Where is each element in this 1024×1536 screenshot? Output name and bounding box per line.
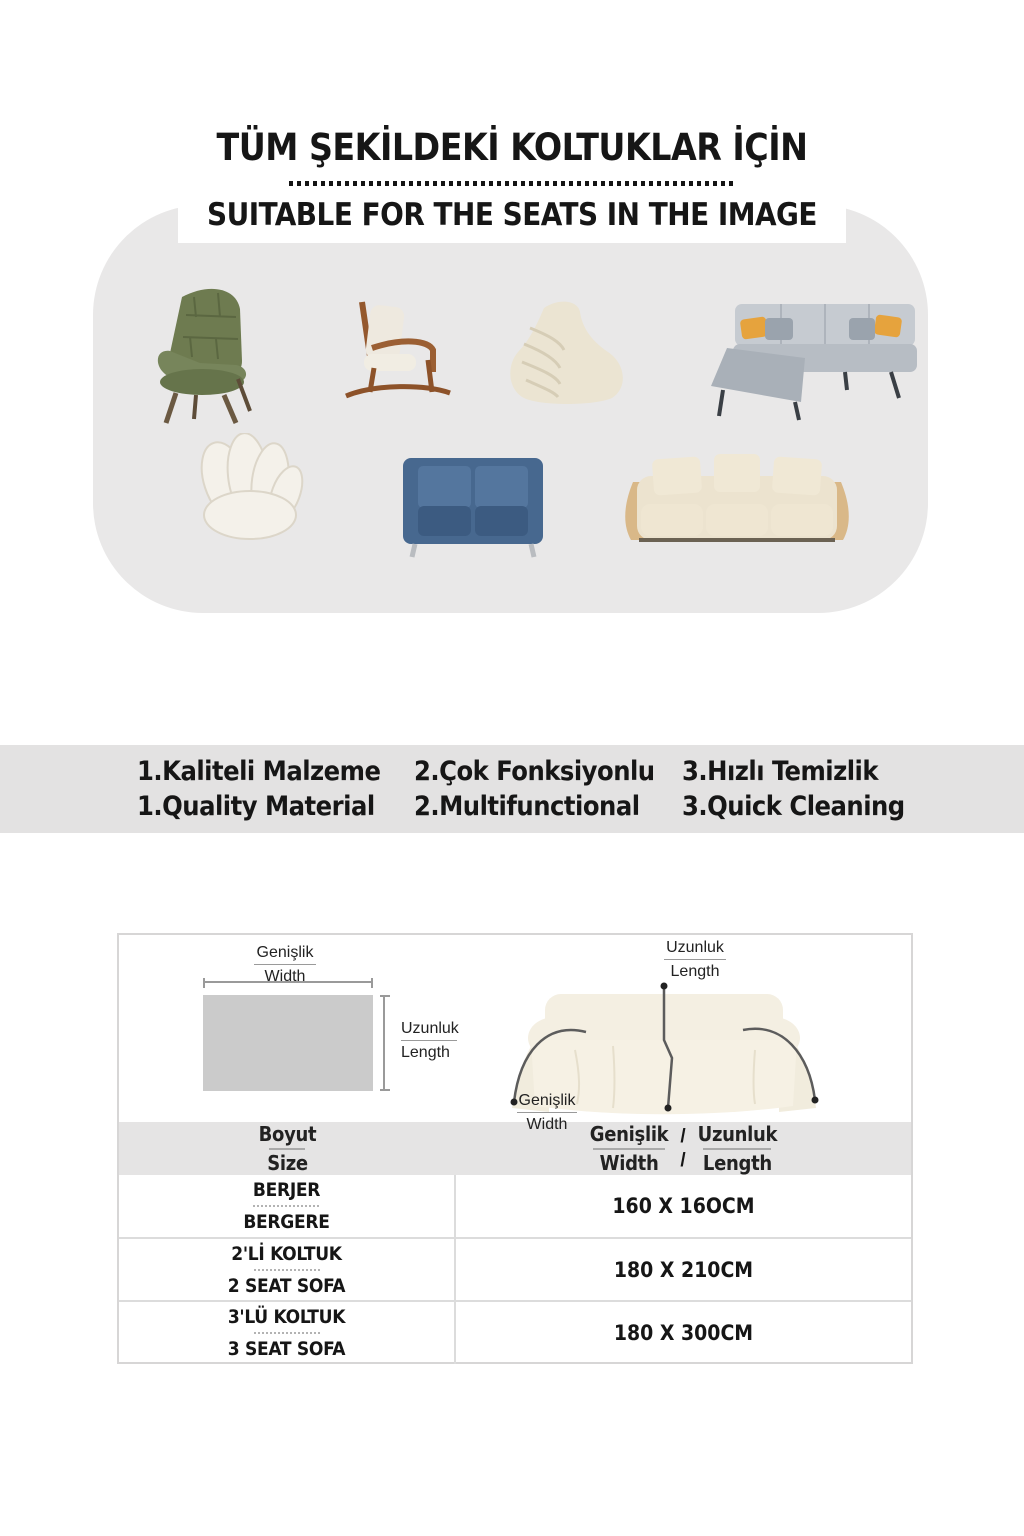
title-english: SUITABLE FOR THE SEATS IN THE IMAGE — [207, 197, 817, 233]
table-header-size-column — [119, 1123, 456, 1175]
length-label-en: Length — [670, 963, 720, 980]
label-divider — [254, 1269, 320, 1271]
flat-length-label — [401, 1019, 481, 1062]
label-divider — [253, 1205, 319, 1207]
size-name-cell — [119, 1175, 456, 1237]
length-label-en: Length — [401, 1044, 450, 1061]
length-label-tr: Uzunluk — [697, 1121, 778, 1146]
dimensions-cell — [456, 1175, 911, 1237]
label-divider — [664, 959, 726, 960]
row-label-tr: 2'Lİ KOLTUK — [231, 1242, 342, 1265]
size-name-cell — [119, 1239, 456, 1301]
two-seat-sofa-icon — [397, 452, 549, 560]
row-label-en: BERGERE — [243, 1210, 330, 1233]
width-label-en: Width — [599, 1150, 659, 1175]
row-label — [243, 1178, 329, 1234]
dotted-divider — [289, 181, 735, 186]
title-turkish: TÜM ŞEKİLDEKİ KOLTUKLAR İÇİN — [216, 126, 808, 169]
label-divider — [269, 1148, 305, 1150]
rocking-chair-image — [330, 298, 462, 406]
table-row-2-seat — [119, 1237, 911, 1301]
feature-item-multifunctional — [414, 754, 655, 824]
wingback-armchair-image — [138, 283, 308, 428]
feature-label-tr: 3.Hızlı Temizlik — [682, 756, 879, 787]
dimensions-value: 180 X 300CM — [613, 1321, 754, 1346]
width-label-tr: Genişlik — [256, 944, 314, 961]
label-divider — [401, 1040, 457, 1041]
label-divider — [254, 964, 316, 965]
sectional-sofa-image — [693, 288, 925, 428]
sofa-width-label — [491, 1091, 603, 1134]
width-label-en: Width — [264, 968, 306, 985]
feature-item-cleaning — [682, 754, 905, 824]
furniture-showcase-panel — [93, 205, 928, 613]
flat-cover-rectangle — [203, 995, 373, 1091]
flat-width-label — [223, 943, 347, 986]
length-measure-line — [383, 995, 385, 1091]
length-label-tr: Uzunluk — [666, 939, 724, 956]
slash-separator — [680, 1125, 685, 1173]
width-label-en: Width — [526, 1116, 568, 1133]
size-label-en: Size — [267, 1150, 308, 1175]
size-label-tr: Boyut — [258, 1121, 317, 1146]
feature-label-tr: 1.Kaliteli Malzeme — [137, 756, 381, 787]
length-label-en: Length — [702, 1150, 772, 1175]
row-label — [228, 1305, 345, 1361]
dimensions-value: 160 X 16OCM — [612, 1193, 755, 1218]
label-divider — [593, 1148, 665, 1150]
rocking-chair-icon — [330, 298, 462, 406]
length-label-tr: Uzunluk — [401, 1020, 459, 1037]
title-english-band — [178, 187, 846, 243]
slash-top: / — [680, 1125, 686, 1147]
label-divider — [517, 1112, 577, 1113]
row-label — [228, 1242, 345, 1298]
row-label-tr: 3'LÜ KOLTUK — [227, 1306, 346, 1329]
slash-bottom: / — [680, 1149, 686, 1171]
table-row-bergere — [119, 1175, 911, 1237]
sofa-length-label — [633, 938, 757, 981]
width-label-tr: Genişlik — [518, 1092, 576, 1109]
wingback-armchair-icon — [138, 283, 308, 428]
width-label-tr: Genişlik — [589, 1121, 669, 1146]
three-seat-sofa-icon — [621, 450, 853, 554]
sectional-sofa-icon — [693, 288, 925, 428]
togo-lounge-chair-icon — [498, 298, 638, 406]
size-column-label — [259, 1123, 317, 1175]
dimensions-cell — [456, 1239, 911, 1301]
togo-lounge-chair-image — [498, 298, 638, 406]
row-label-tr: BERJER — [252, 1178, 321, 1201]
size-name-cell — [119, 1302, 456, 1364]
width-measure-line — [203, 981, 373, 983]
row-label-en: 2 SEAT SOFA — [227, 1274, 346, 1297]
length-column-label — [698, 1123, 778, 1175]
feature-label-en: 3.Quick Cleaning — [682, 791, 905, 822]
table-row-3-seat — [119, 1300, 911, 1364]
dimensions-cell — [456, 1302, 911, 1364]
feature-label-tr: 2.Çok Fonksiyonlu — [414, 756, 655, 787]
row-label-en: 3 SEAT SOFA — [227, 1338, 346, 1361]
dimensions-value: 180 X 210CM — [613, 1257, 754, 1282]
pumpkin-lounge-chair-icon — [188, 433, 312, 543]
table-body — [119, 1175, 911, 1364]
label-divider — [703, 1148, 771, 1150]
feature-item-quality — [137, 754, 380, 824]
two-seat-sofa-image — [397, 452, 549, 560]
pumpkin-lounge-chair-image — [188, 433, 312, 543]
feature-label-en: 1.Quality Material — [137, 791, 375, 822]
label-divider — [254, 1332, 320, 1334]
size-guide-section — [117, 933, 913, 1364]
three-seat-sofa-image — [621, 450, 853, 554]
features-banner — [0, 745, 1024, 833]
feature-label-en: 2.Multifunctional — [414, 791, 640, 822]
